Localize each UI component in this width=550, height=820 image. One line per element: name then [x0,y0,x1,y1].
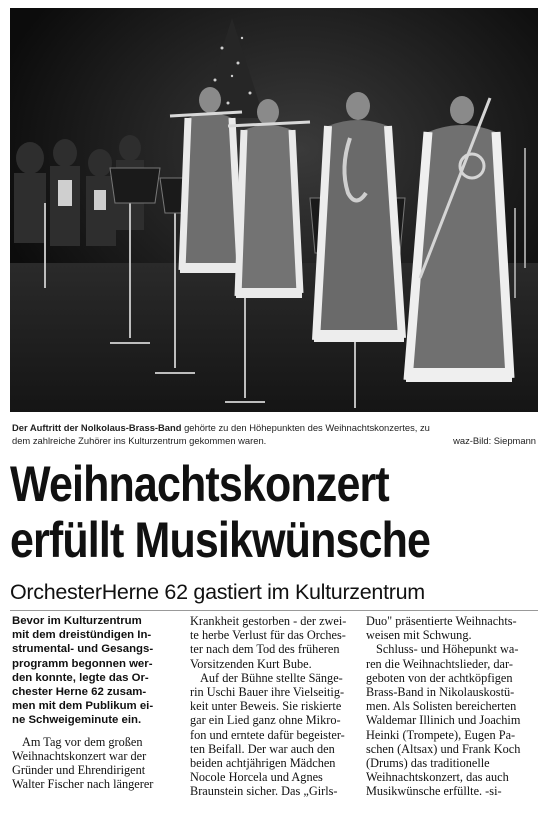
column-line: Am Tag vor dem großen [22,734,143,749]
column-line: den konnte, legte das Or- [12,671,149,684]
column-line: men. Als Solisten bereicherten [366,699,517,714]
photo-caption [12,421,536,447]
headline-line1: Weihnachtskonzert [10,456,389,512]
column-line: Schluss- und Höhepunkt wa- [376,642,519,657]
concert-photo-illustration [10,8,538,412]
column-line: Waldemar Illinich und Joachim [366,713,521,728]
column-line: te herbe Verlust für das Orches- [190,628,346,643]
headline-line2: erfüllt Musikwünsche [10,512,431,568]
column-line: ne Schweigeminute ein. [12,714,142,727]
column-line: schen (Altsax) und Frank Koch [366,741,521,756]
column-line: men mit dem Publikum ei- [12,700,154,713]
column-line: mit dem dreistündigen In- [12,629,152,642]
column-line: geboten von der achtköpfigen [366,670,513,685]
photo-credit: waz-Bild: Siepmann [453,435,536,446]
caption-line2: dem zahlreiche Zuhörer ins Kulturzentrum gekommen waren. [12,435,267,446]
column-line: Gründer und Ehrendirigent [12,763,146,778]
headline [10,456,466,568]
column-line: ten Beifall. Der war auch den [190,741,335,756]
column-line: Duo" präsentierte Weihnachts- [366,614,517,628]
article-column-2 [190,614,357,799]
column-line: (Drums) das traditionelle [366,756,490,771]
column-line: programm begonnen wer- [12,657,153,670]
column-line: rin Uschi Bauer ihre Vielseitig- [190,685,345,700]
column-line: fon und erntete dafür begeister- [190,727,345,742]
column-line: Weihnachtskonzert, das auch [366,770,509,785]
article-column-3 [366,614,533,799]
column-line: strumental- und Gesangs- [12,643,154,656]
column-line: Weihnachtskonzert war der [12,748,147,763]
caption-bold: Der Auftritt der Nolkolaus-Brass-Band [12,422,182,433]
column-line: Heinki (Trompete), Eugen Pa- [366,727,516,742]
subheadline: OrchesterHerne 62 gastiert im Kulturzentrum [10,580,425,604]
column-line: Auf der Bühne stellte Sänge- [200,670,343,685]
column-line: Walter Fischer nach längerer [12,777,154,792]
column-line: Musikwünsche erfüllte. -si- [366,784,502,799]
column-line: Bevor im Kulturzentrum [12,615,142,627]
column-line: Nocole Horcela und Agnes [190,770,323,785]
column-line: Krankheit gestorben - der zwei- [190,614,347,628]
column-line: chester Herne 62 zusam- [12,686,147,699]
concert-photo [10,8,538,412]
article-column-1 [12,614,179,791]
column-line: gar ein Lied ganz ohne Mikro- [190,713,341,728]
column-line: weisen mit Schwung. [366,628,472,643]
caption-line1: gehörte zu den Höhepunkten des Weihnachtskonzertes, zu [181,422,430,433]
column-line: keit unter Beweis. Sie riskierte [190,699,342,714]
column-line: beiden achtjährigen Mädchen [190,756,336,771]
column-line: ter nach dem Tod des früheren [190,642,340,657]
divider [10,610,538,611]
column-line: Vorsitzenden Kurt Bube. [190,656,312,671]
column-line: ren die Weihnachtslieder, dar- [366,656,513,671]
column-line: Braunstein sicher. Das „Girls- [190,784,338,799]
column-line: Brass-Band in Nikolauskostü- [366,685,515,700]
